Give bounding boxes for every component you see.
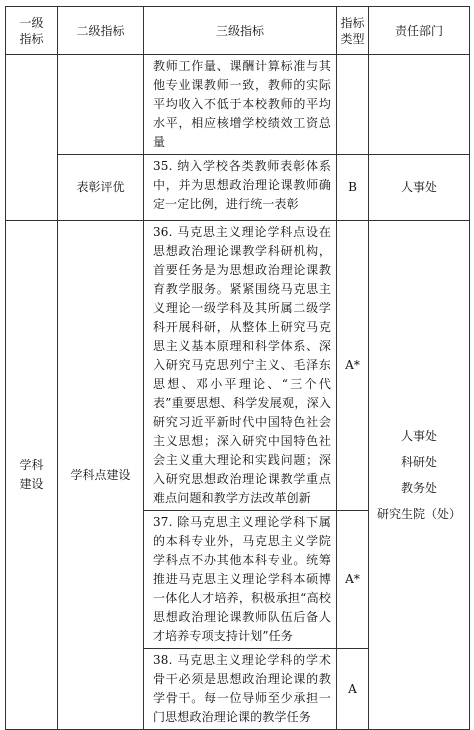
dept-item: 研究生院（处） bbox=[376, 507, 461, 521]
table-row bbox=[6, 221, 470, 511]
type-cell: B bbox=[337, 155, 369, 221]
dept-item: 科研处 bbox=[400, 455, 437, 469]
dept-cell-empty bbox=[369, 55, 470, 155]
header-level3: 三级指标 bbox=[144, 7, 337, 55]
dept-item: 人事处 bbox=[400, 429, 437, 443]
level2-cell: 学科点建设 bbox=[58, 221, 144, 730]
type-cell-empty bbox=[337, 55, 369, 155]
indicator-text: 35. 纳入学校各类教师表彰体系中，并为思想政治理论课教师确定一定比例，进行统一表彰 bbox=[144, 155, 337, 221]
indicator-text: 38. 马克思主义理论学科的学术骨干必须是思想政治理论课的教学骨干。每一位导师至少承担一门思想政治理论课的教学任务 bbox=[144, 649, 337, 730]
table-row bbox=[6, 155, 470, 221]
dept-list-cell bbox=[369, 221, 470, 730]
level2-cell-empty bbox=[58, 55, 144, 155]
indicator-text: 37. 除马克思主义理论学科下属的本科专业外，马克思主义学院学科点不办其他本科专业。统筹推进马克思主义理论学科本硕博一体化人才培养，积极承担“高校思想政治理论课教师队伍后备人才培养专项支持计划”任务 bbox=[144, 511, 337, 649]
dept-item: 教务处 bbox=[400, 481, 437, 495]
table-row bbox=[6, 55, 470, 155]
header-level1: 一级 指标 bbox=[6, 7, 58, 55]
indicator-text: 36. 马克思主义理论学科点设在思想政治理论课教学科研机构，首要任务是为思想政治理论课教育教学服务。紧紧围绕马克思主义理论一级学科及其所属二级学科开展科研，从整体上研究马克思主义基本原理和科学体系、深入研究马克思列宁主义、毛泽东思想、邓小平理论、“三个代表”重要思想、科学发展观，深入研究习近平新时代中国特色社会主义思想；深入研究中国特色社会主义重大理论和实践问题；深入研究思想政治理论课教学重点难点问题和教学方法改革创新 bbox=[144, 221, 337, 511]
level2-cell: 表彰评优 bbox=[58, 155, 144, 221]
header-type: 指标 类型 bbox=[337, 7, 369, 55]
dept-cell: 人事处 bbox=[369, 155, 470, 221]
type-cell: A* bbox=[337, 511, 369, 649]
level1-cell: 学科 建设 bbox=[6, 221, 58, 730]
indicator-text: 教师工作量、课酬计算标准与其他专业课教师一致，教师的实际平均收入不低于本校教师的平均水平，相应核增学校绩效工资总量 bbox=[144, 55, 337, 155]
type-cell: A* bbox=[337, 221, 369, 511]
header-dept: 责任部门 bbox=[369, 7, 470, 55]
table-header-row bbox=[6, 7, 470, 55]
header-level2: 二级指标 bbox=[58, 7, 144, 55]
indicator-table bbox=[5, 6, 470, 730]
type-cell: A bbox=[337, 649, 369, 730]
level1-cell-empty bbox=[6, 55, 58, 221]
